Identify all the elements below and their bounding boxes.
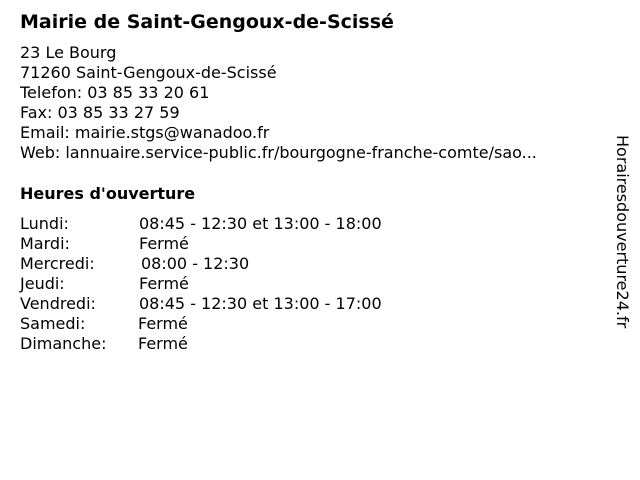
day-label: Mercredi: [20, 254, 95, 273]
hours-value: 08:45 - 12:30 et 13:00 - 18:00 [139, 214, 382, 233]
address-city: 71260 Saint-Gengoux-de-Scissé [20, 63, 277, 82]
address-street: 23 Le Bourg [20, 43, 117, 62]
hours-value: 08:45 - 12:30 et 13:00 - 17:00 [139, 294, 382, 313]
page-title: Mairie de Saint-Gengoux-de-Scissé [20, 11, 394, 33]
contact-block [20, 43, 537, 163]
phone-text: Telefon: 03 85 33 20 61 [20, 83, 210, 102]
day-label: Vendredi: [20, 294, 96, 313]
hours-value: Fermé [138, 314, 188, 333]
day-label: Mardi: [20, 234, 70, 253]
site-watermark: Horairesdouverture24.fr [613, 135, 632, 329]
hours-heading: Heures d'ouverture [20, 184, 196, 203]
web-text: Web: lannuaire.service-public.fr/bourgogne-franche-comte/sao... [20, 143, 537, 162]
day-label: Dimanche: [20, 334, 107, 353]
hours-value: Fermé [139, 234, 189, 253]
hours-value: Fermé [138, 334, 188, 353]
day-label: Lundi: [20, 214, 69, 233]
email-text: Email: mairie.stgs@wanadoo.fr [20, 123, 270, 142]
fax-text: Fax: 03 85 33 27 59 [20, 103, 180, 122]
day-label: Jeudi: [20, 274, 65, 293]
hours-value: 08:00 - 12:30 [141, 254, 250, 273]
day-label: Samedi: [20, 314, 86, 333]
hours-value: Fermé [139, 274, 189, 293]
